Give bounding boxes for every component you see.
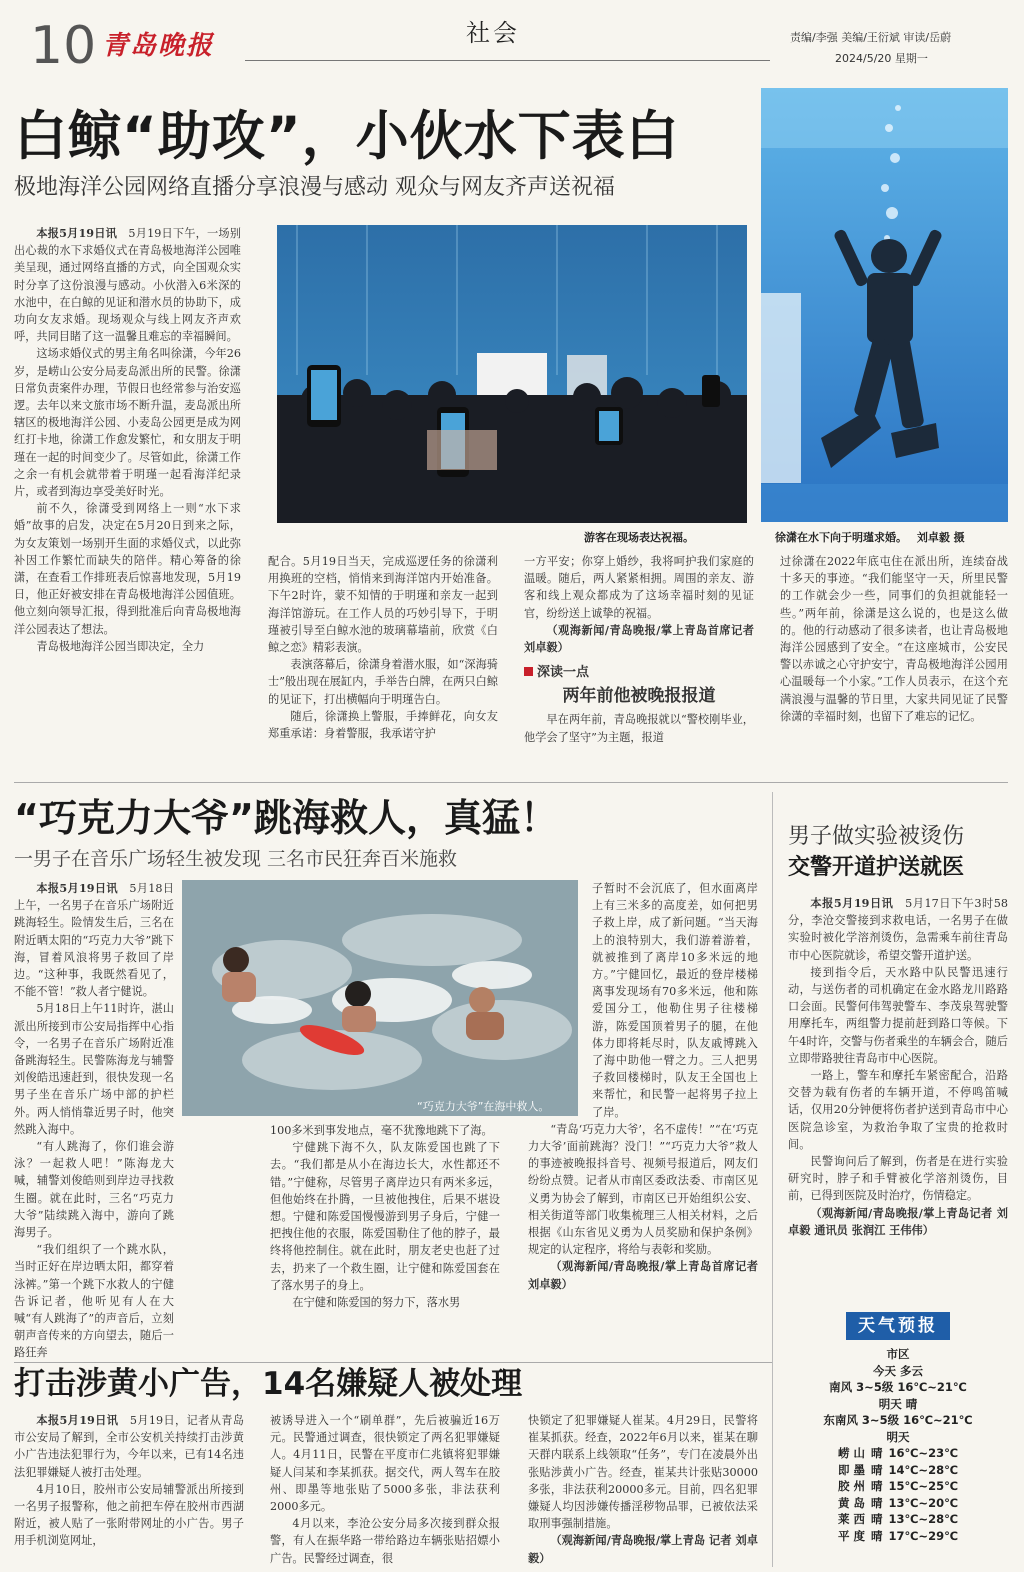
story4-column-2 [270, 1412, 500, 1570]
weather-district-row [788, 1445, 1008, 1462]
weather-tomorrow2: 明天 [886, 1429, 910, 1444]
story2-col1d-text: “我们组织了一个跳水队，当时正好在岸边晒太阳，都穿着泳裤。”第一个跳下水救人的宁健告诉记者，他听见有人在大喊“有人跳海了”的声音后，立刻朝声音传来的方向望去，随后一路狂奔 [14, 1243, 174, 1360]
story1-col3b-text: 早在两年前，青岛晚报就以“警校刚毕业，他学会了坚守”为主题，报道 [524, 713, 754, 744]
district-name: 即 墨 [837, 1462, 865, 1477]
sidebar-label [524, 664, 754, 681]
page-header [0, 0, 1024, 82]
issue-date: 2024/5/20 星期一 [835, 52, 928, 65]
district-sky: 晴 [871, 1512, 883, 1526]
section-title: 社会 [466, 19, 520, 47]
district-sky: 晴 [871, 1462, 883, 1477]
district-name: 黄 岛 [837, 1495, 865, 1510]
rescue-photo-caption: “巧克力大爷”在海中救人。 [417, 1100, 550, 1113]
district-name: 崂 山 [837, 1446, 865, 1460]
sea-rescue-photo [182, 880, 578, 1116]
district-sky: 晴 [871, 1495, 883, 1510]
story2-col1-text: 5月18日上午，一名男子在音乐广场附近跳海轻生。险情发生后，三名在附近晒太阳的“巧克力大爷”跳下海，冒着风浪将男子救回了岸边。“这种事，我既然看见了，不能不管！”救人者宁健说。 [14, 882, 174, 999]
story2-dateline: 本报5月19日讯 [36, 881, 118, 895]
photo2-credit: 刘卓毅 摄 [916, 531, 965, 544]
story4-column-3 [528, 1412, 758, 1570]
story4-dateline: 本报5月19日讯 [36, 1413, 119, 1427]
story3-dateline: 本报5月19日讯 [810, 896, 894, 910]
story1-column-2 [268, 553, 498, 773]
story3-headline-2: 交警开道护送就医 [788, 855, 965, 880]
sidebar-title: 两年前他被晚报报道 [562, 686, 716, 707]
district-name: 胶 州 [837, 1479, 865, 1493]
story1-col1-text: 5月19日下午，一场别出心裁的水下求婚仪式在青岛极地海洋公园唯美呈现，通过网络直播的方式，向全国观众实时分享了这份浪漫与感动。小伙潜入6米深的水池中，在白鲸的见证和潜水员的协助下，成功向女友求婚。现场观众与线上网友齐声欢呼，共同目睹了这一温馨且难忘的幸福瞬间。 [14, 227, 241, 344]
weather-region: 市区 [886, 1347, 910, 1361]
district-temp: 14℃~28℃ [888, 1462, 958, 1477]
district-temp: 16℃~23℃ [888, 1446, 958, 1460]
story3-headline-1: 男子做实验被烫伤 [788, 824, 965, 849]
weather-district-row [788, 1462, 1008, 1479]
story1-col1d-text: 青岛极地海洋公园当即决定，全力 [36, 639, 205, 653]
story1-column-4 [780, 553, 1008, 773]
weather-today-detail: 南风 3~5级 16℃~21℃ [829, 1380, 967, 1394]
story1-col2-text: 配合。5月19日当天，完成巡逻任务的徐潇利用换班的空档，悄悄来到海洋馆内开始准备。下午2时许，蒙不知情的于明瑾和亲友一起到海洋馆游玩。在工作人员的巧妙引导下，于明瑾被引导至白鲸水池的玻璃幕墙前，欣赏《白鲸之恋》精彩表演。 [268, 555, 498, 655]
story2-subhead: 一男子在音乐广场轻生被发现 三名市民狂奔百米施救 [14, 848, 458, 870]
story3-body1-text: 5月17日下午3时58分，李沧交警接到求救电话，一名男子在做实验时被化学溶剂烫伤，急需乘车前往青岛市中心医院就诊，希望交警开道护送。 [788, 897, 1008, 962]
weather-title: 天气预报 [846, 1312, 950, 1340]
weather-districts [788, 1445, 1008, 1544]
story4-credit: （观海新闻/青岛晚报/掌上青岛 记者 刘卓毅） [528, 1533, 758, 1565]
story4-col1b-text: 4月10日，胶州市公安局辅警派出所接到一名男子报警称，他之前把车停在胶州市西湖附近，被人贴了一张附带网址的小广告。男子用手机浏览网址， [14, 1482, 244, 1548]
story3-body2-text: 接到指令后，天水路中队民警迅速行动，与送伤者的司机确定在金水路龙川路路口会面。民警何伟驾驶警车、李茂泉驾驶警用摩托车，两组警力提前赶到路口等候。下午4时许，交警与伤者乘坐的车辆会合，随后立即带路驶往青岛市中心医院。 [788, 965, 1008, 1065]
district-sky: 晴 [871, 1479, 883, 1493]
story2-col1c-text: “有人跳海了，你们谁会游泳？一起救人吧！”陈海龙大喊，辅警刘俊皓则到岸边寻找救生圈。就在此时，三名“巧克力大爷”陆续跳入海中，游向了跳海男子。 [14, 1140, 174, 1240]
photo2-caption-text: 徐潇在水下向于明瑾求婚。 [775, 531, 907, 544]
story1-column-3 [524, 553, 754, 773]
weather-district-row [788, 1478, 1008, 1495]
story4-col2-text: 被诱导进入一个“刷单群”，先后被骗近16万元。民警通过调查，很快锁定了两名犯罪嫌疑人。4月11日，民警在平度市仁兆镇将犯罪嫌疑人闫某和李某抓获。据交代，两人驾车在胶州、即墨等地张贴了5000多张，非法获利2000多元。 [270, 1414, 500, 1514]
district-temp: 15℃~25℃ [888, 1479, 958, 1493]
district-name: 平 度 [837, 1528, 865, 1543]
weather-box [788, 1308, 1008, 1570]
story4-headline: 打击涉黄小广告，14名嫌疑人被处理 [14, 1366, 523, 1402]
story1-dateline: 本报5月19日讯 [36, 226, 118, 240]
sea-rescue-image [182, 880, 578, 1116]
district-name: 莱 西 [837, 1512, 865, 1526]
story2-col2b-text: 宁健跳下海不久，队友陈爱国也跳了下去。“我们都是从小在海边长大，水性都还不错。”宁健称，尽管男子离岸边只有两米多远，但他始终在扑腾，一旦被他拽住，后果不堪设想。宁健和陈爱国慢慢游到男子身后，宁健一把拽住他的衣服，陈爱国勒住了他的脖子，最终将他控制住。就在此时，朋友老史也赶了过去，扔来了一个救生圈，让宁健和陈爱国套在了落水男子的身上。 [270, 1141, 500, 1292]
photo1-caption: 游客在现场表达祝福。 [584, 531, 694, 544]
header-rule [245, 60, 770, 61]
story3-body4-text: 民警询问后了解到，伤者是在进行实验研究时，脖子和手臂被化学溶剂烫伤，目前，已得到医院及时治疗，伤情稳定。 [788, 1155, 1008, 1203]
story2-col2-text: 100多米到事发地点，毫不犹豫地跳下了海。 [270, 1124, 493, 1137]
story2-col1b-text: 5月18日上午11时许，湛山派出所接到市公安局指挥中心指令，一名男子在音乐广场附近准备跳海轻生。民警陈海龙与辅警刘俊皓迅速赶到，很快发现一名男子坐在音乐广场中部的护栏外。两人悄悄靠近男子时，他突然跳入海中。 [14, 1002, 174, 1136]
story1-col1b-text: 这场求婚仪式的男主角名叫徐潇，今年26岁，是崂山公安分局麦岛派出所的民警。徐潇日常负责案件办理，节假日也经常参与治安巡逻。去年以来文旅市场不断升温，麦岛派出所辖区的极地海洋公园、小麦岛公园更是成为网红打卡地，徐潇工作愈发繁忙，和女朋友于明瑾在一起的时间变少了。尽管如此，徐潇工作之余一有机会就带着于明瑾一起看海洋纪录片，或者到海边享受美好时光。 [14, 347, 241, 499]
editor-line: 责编/李强 美编/王衍斌 审读/岳蔚 [790, 31, 952, 44]
story4-col3-text: 快锁定了犯罪嫌疑人崔某。4月29日，民警将崔某抓获。经查，2022年6月以来，崔某在聊天群内联系上线领取“任务”，专门在凌晨外出张贴涉黄小广告。经查，崔某共计张贴30000多张，非法获利20000多元。目前，四名犯罪嫌疑人均因涉嫌传播淫秽物品罪，已被依法采取刑事强制措施。 [528, 1414, 758, 1531]
story4-column-1 [14, 1412, 244, 1570]
weather-district-row [788, 1528, 1008, 1545]
story2-column-2 [270, 1122, 500, 1360]
weather-tomorrow: 明天 晴 [878, 1396, 918, 1411]
story2-column-1 [14, 880, 174, 1360]
story1-credit: （观海新闻/青岛晚报/掌上青岛首席记者 刘卓毅） [524, 622, 754, 655]
district-temp: 13℃~28℃ [888, 1512, 958, 1526]
section-divider-2 [14, 1362, 772, 1363]
photo2-caption [775, 529, 965, 545]
story1-subhead: 极地海洋公园网络直播分享浪漫与感动 观众与网友齐声送祝福 [14, 175, 615, 200]
story4-col2b-text: 4月以来，李沧公安分局多次接到群众报警，有人在振华路一带给路边车辆张贴招嫖小广告。民警经过调查，很 [270, 1517, 500, 1565]
story1-col4-text: 过徐潇在2022年底屯住在派出所，连续奋战十多天的事迹。“我们能坚守一天，所里民警的工作就会少一些，同事们的负担就能轻一些。”两年前，徐潇是这么说的，也是这么做的。他的行动感动了很多读者，也让青岛极地海洋公园感到了安全。“在这座城市，公安民警以赤诚之心守护安宁，青岛极地海洋公园用心温暖每一个小家。”工作人员表示，在这个充满浪漫与温馨的节日里，大家共同见证了民警徐潇的幸福时刻，也留下了难忘的记忆。 [780, 555, 1008, 723]
story2-column-3 [528, 880, 758, 1360]
weather-today: 今天 多云 [872, 1363, 923, 1378]
district-temp: 17℃~29℃ [888, 1528, 958, 1543]
story3-credit: （观海新闻/青岛晚报/掌上青岛记者 刘卓毅 通讯员 张润江 王伟伟） [788, 1205, 1008, 1237]
weather-district-row [788, 1495, 1008, 1512]
district-sky: 晴 [871, 1528, 883, 1543]
weather-district-row [788, 1511, 1008, 1528]
story3-body [788, 895, 1008, 1295]
aquarium-crowd-image [277, 225, 747, 523]
story1-col2b-text: 表演落幕后，徐潇身着潜水服，如“深海骑士”般出现在展缸内，手举告白牌，在两只白鲸的见证下，打出横幅向于明瑾告白。 [268, 658, 498, 706]
story1-column-1 [14, 225, 241, 765]
sidebar-label-text: 深读一点 [537, 665, 590, 681]
story3-body3-text: 一路上，警车和摩托车紧密配合，沿路交替为载有伤者的车辆开道，不停鸣笛喊话，仅用20分钟便将伤者护送到青岛市中心医院急诊室，为救治争取了宝贵的抢救时间。 [788, 1069, 1008, 1151]
story1-col1c-text: 前不久，徐潇受到网络上一则“水下求婚”故事的启发，决定在5月20日到来之际，为女友策划一场别开生面的求婚仪式，以此弥补因工作繁忙而缺失的陪伴。精心筹备的徐潇，在查看工作排班表后惊喜地发现，5月19日，他正好被安排在青岛极地海洋公园值班。他立刻向领导汇报，得到批准后向青岛极地海洋公园表达了想法。 [14, 502, 241, 636]
story1-headline: 白鲸“助攻”，小伙水下表白 [14, 106, 680, 167]
paper-logo: 青岛晚报 [102, 31, 215, 61]
sidebar-marker [524, 667, 533, 676]
underwater-proposal-photo [761, 88, 1008, 522]
column-divider [772, 792, 773, 1567]
story2-col3-text: 子暂时不会沉底了，但水面离岸上有三米多的高度差，如何把男子救上岸，成了新问题。“当天海上的浪特别大，我们游着游着，就被推到了离岸10多米远的地方。”宁健回忆，最近的登岸楼梯离事发现场有70多米远，他和陈爱国分工，他勒住男子往楼梯游，陈爱国顶着男子的腿，在他体力即将耗尽时，队友戚博跳入了海中助他一臂之力。三人把男子救回楼梯时，队友王全国也上来帮忙，和民警一起将男子拉上了岸。 [592, 882, 758, 1119]
story2-col2c-text: 在宁健和陈爱国的努力下，落水男 [292, 1296, 461, 1310]
story2-credit: （观海新闻/青岛晚报/掌上青岛首席记者 刘卓毅） [528, 1259, 758, 1291]
district-sky: 晴 [871, 1446, 883, 1460]
aquarium-crowd-photo [277, 225, 747, 523]
underwater-proposal-image [761, 88, 1008, 522]
page-number: 10 [30, 16, 97, 76]
section-divider-1 [14, 782, 1008, 783]
story1-col3-text: 一方平安；你穿上婚纱，我将呵护我们家庭的温暖。随后，两人紧紧相拥。周围的亲友、游客和线上观众都成为了这场幸福时刻的见证官，纷纷送上诚挚的祝福。 [524, 555, 754, 620]
district-temp: 13℃~20℃ [888, 1495, 958, 1510]
story1-col2c-text: 随后，徐潇换上警服，手捧鲜花，向女友郑重承诺：身着警服，我承诺守护 [268, 709, 498, 741]
story2-col3b-text: “青岛‘巧克力大爷’，名不虚传！”“在‘巧克力大爷’面前跳海？没门！”“巧克力大爷”救人的事迹被晚报抖音号、视频号报道后，网友们纷纷点赞。记者从市南区委政法委、市南区见义勇为协会了解到，市南区已开始组织公安、相关街道等部门收集梳理三人相关材料，之后根据《山东省见义勇为人员奖励和保护条例》规定的认定程序，将给与表彰和奖励。 [528, 1122, 758, 1257]
weather-tomorrow-detail: 东南风 3~5级 16℃~21℃ [823, 1413, 973, 1427]
story2-headline: “巧克力大爷”跳海救人，真猛！ [14, 796, 558, 840]
story4-col1-text: 5月19日，记者从青岛市公安局了解到，全市公安机关持续打击涉黄小广告违法犯罪行为，今年以来，已有14名违法犯罪嫌疑人被打击处理。 [14, 1414, 244, 1479]
